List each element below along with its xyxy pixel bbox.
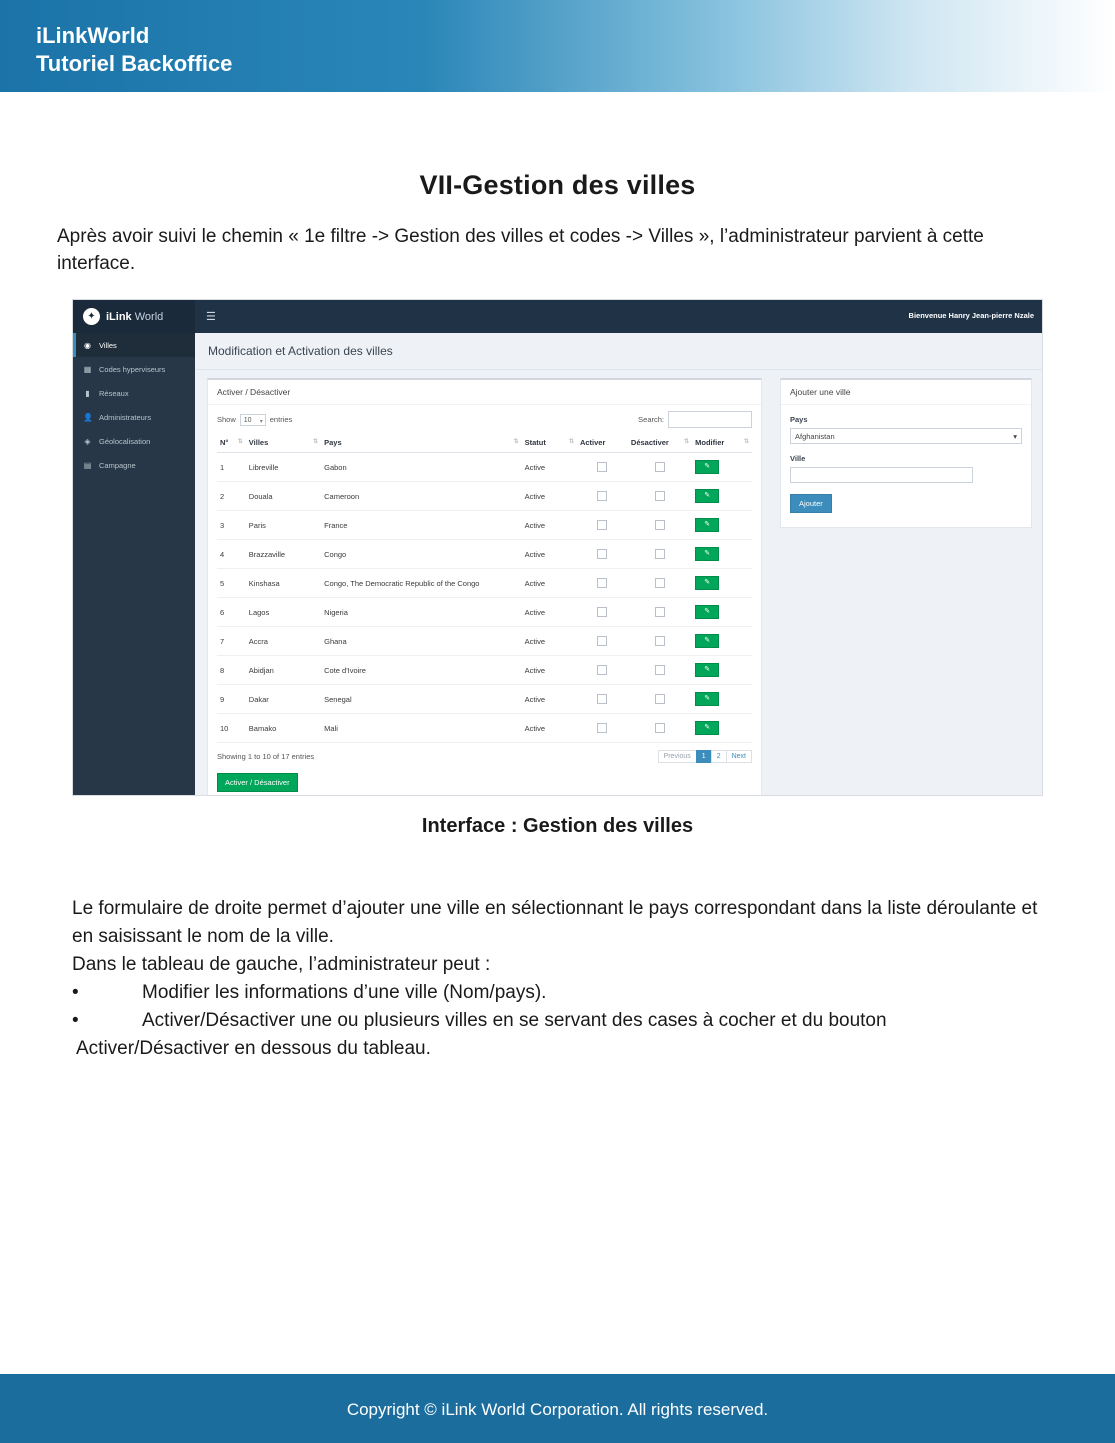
villes-panel-header: Activer / Désactiver — [208, 380, 761, 405]
cell-statut: Active — [522, 627, 577, 656]
cell-ville: Bamako — [246, 714, 321, 743]
villes-icon: ◉ — [84, 340, 91, 350]
cell-ville: Abidjan — [246, 656, 321, 685]
app-logo-label-bold: iLink — [106, 310, 132, 323]
table-row — [217, 511, 752, 540]
table-footer — [217, 750, 752, 763]
cell-pays: Gabon — [321, 453, 521, 482]
cell-desactiver — [628, 511, 692, 540]
sort-icon: ⇅ — [743, 439, 749, 445]
bullet-item-2-continuation: Activer/Désactiver en dessous du tableau. — [76, 1038, 431, 1059]
edit-icon-button[interactable]: ✎ — [695, 460, 719, 474]
column-header-activer[interactable] — [577, 433, 628, 453]
cell-num: 6 — [217, 598, 246, 627]
paragraph-2: Dans le tableau de gauche, l’administrateur peut : — [72, 954, 491, 975]
sort-icon: ⇅ — [684, 439, 690, 445]
reseaux-icon: ▮ — [85, 388, 90, 398]
app-main — [195, 333, 1043, 796]
cell-num: 7 — [217, 627, 246, 656]
activer-checkbox[interactable] — [597, 491, 607, 501]
sidebar-item-administrateurs[interactable] — [73, 405, 195, 429]
content-heading: Modification et Activation des villes — [208, 344, 393, 358]
page-footer — [0, 1377, 1115, 1443]
column-label: Statut — [524, 438, 546, 447]
cell-ville: Paris — [246, 511, 321, 540]
cell-pays: Congo, The Democratic Republic of the Congo — [321, 569, 521, 598]
sidebar-item-geolocalisation[interactable] — [73, 429, 195, 453]
cell-modifier — [692, 627, 752, 656]
page-title: VII-Gestion des villes — [419, 170, 696, 200]
cell-ville: Libreville — [246, 453, 321, 482]
cell-activer — [577, 569, 628, 598]
cell-pays: Senegal — [321, 685, 521, 714]
column-label: Villes — [248, 438, 269, 447]
cell-num: 3 — [217, 511, 246, 540]
table-row — [217, 656, 752, 685]
app-logo[interactable] — [73, 300, 195, 333]
column-label: Activer — [579, 438, 606, 447]
add-ville-panel — [780, 378, 1032, 528]
cell-desactiver — [628, 453, 692, 482]
cell-pays: Nigeria — [321, 598, 521, 627]
sidebar-item-label: Réseaux — [99, 388, 129, 398]
cell-ville: Douala — [246, 482, 321, 511]
edit-icon-button[interactable]: ✎ — [695, 547, 719, 561]
cell-desactiver — [628, 627, 692, 656]
sort-icon: ⇅ — [237, 439, 243, 445]
cell-modifier — [692, 453, 752, 482]
edit-icon-button[interactable]: ✎ — [695, 692, 719, 706]
cell-num: 9 — [217, 685, 246, 714]
chevron-down-icon: ▾ — [259, 418, 263, 425]
edit-icon-button[interactable]: ✎ — [695, 634, 719, 648]
cell-statut: Active — [522, 482, 577, 511]
column-header-villes[interactable] — [246, 433, 321, 453]
sidebar-item-villes[interactable] — [73, 333, 195, 357]
cell-statut: Active — [522, 656, 577, 685]
sidebar-item-reseaux[interactable] — [73, 381, 195, 405]
cell-modifier — [692, 511, 752, 540]
cell-modifier — [692, 656, 752, 685]
table-row — [217, 453, 752, 482]
cell-ville: Lagos — [246, 598, 321, 627]
cell-pays: Ghana — [321, 627, 521, 656]
brand — [36, 22, 232, 78]
paragraph-1: Le formulaire de droite permet d’ajouter une ville en sélectionnant le pays correspondant dans la liste déroulante et en saisissant le nom de la ville. — [72, 898, 1038, 947]
heading-divider — [195, 369, 1043, 370]
pays-select-value: Afghanistan — [795, 431, 835, 441]
brand-line-1: iLinkWorld — [36, 23, 150, 48]
cell-statut: Active — [522, 540, 577, 569]
search-input[interactable] — [668, 411, 752, 428]
map-pin-icon: ◈ — [84, 436, 91, 446]
cell-modifier — [692, 569, 752, 598]
edit-icon-button[interactable]: ✎ — [695, 605, 719, 619]
cell-desactiver — [628, 714, 692, 743]
app-logo-icon: ✦ — [83, 308, 100, 325]
table-row — [217, 627, 752, 656]
cell-pays: Cote d'Ivoire — [321, 656, 521, 685]
cell-ville: Accra — [246, 627, 321, 656]
cell-activer — [577, 453, 628, 482]
cell-pays: Mali — [321, 714, 521, 743]
cell-num: 10 — [217, 714, 246, 743]
table-header-row — [217, 433, 752, 453]
edit-icon-button[interactable]: ✎ — [695, 518, 719, 532]
chevron-down-icon: ▾ — [1013, 431, 1017, 441]
desactiver-checkbox[interactable] — [655, 520, 665, 530]
cell-statut: Active — [522, 453, 577, 482]
desactiver-checkbox[interactable] — [655, 607, 665, 617]
villes-panel — [207, 378, 762, 796]
sort-icon: ⇅ — [313, 439, 319, 445]
activer-desactiver-button[interactable]: Activer / Désactiver — [217, 773, 298, 792]
app-logo-label — [106, 311, 163, 323]
cell-activer — [577, 511, 628, 540]
cell-activer — [577, 685, 628, 714]
welcome-text: Bienvenue Hanry Jean-pierre Nzale — [908, 311, 1034, 320]
activer-checkbox[interactable] — [597, 578, 607, 588]
cell-modifier — [692, 598, 752, 627]
sidebar-item-campagne[interactable] — [73, 453, 195, 477]
column-header-desactiver[interactable] — [628, 433, 692, 453]
menu-toggle-icon[interactable]: ☰ — [206, 311, 216, 323]
app-logo-label-light: World — [131, 310, 164, 323]
cell-num: 2 — [217, 482, 246, 511]
ville-label: Ville — [790, 454, 806, 463]
pagination-previous[interactable]: Previous — [658, 750, 697, 763]
cell-ville: Kinshasa — [246, 569, 321, 598]
column-header-num[interactable] — [217, 433, 246, 453]
activer-checkbox[interactable] — [597, 723, 607, 733]
sidebar-item-label: Villes — [99, 340, 117, 350]
cell-modifier — [692, 685, 752, 714]
bullet-item-2 — [72, 1007, 1055, 1035]
bullet-marker: • — [72, 1010, 79, 1031]
activer-checkbox[interactable] — [597, 462, 607, 472]
figure-caption: Interface : Gestion des villes — [421, 815, 694, 837]
cell-desactiver — [628, 598, 692, 627]
villes-panel-body — [208, 405, 761, 796]
cell-activer — [577, 627, 628, 656]
page-header — [0, 0, 1115, 92]
column-header-pays[interactable] — [321, 433, 521, 453]
cell-desactiver — [628, 685, 692, 714]
table-controls — [217, 411, 752, 428]
desactiver-checkbox[interactable] — [655, 694, 665, 704]
villes-table-head — [217, 433, 752, 453]
sidebar-item-codes-hyperviseurs[interactable] — [73, 357, 195, 381]
sidebar-item-label: Codes hyperviseurs — [99, 364, 166, 374]
villes-table-body — [217, 453, 752, 743]
cell-num: 5 — [217, 569, 246, 598]
cell-ville: Brazzaville — [246, 540, 321, 569]
pagination-page-2[interactable]: 2 — [711, 750, 727, 763]
bullet-item-1 — [72, 979, 1055, 1007]
desactiver-checkbox[interactable] — [655, 549, 665, 559]
copyright-text: Copyright © iLink World Corporation. All rights reserved. — [346, 1400, 769, 1419]
app-sidebar — [73, 333, 195, 796]
show-entries-control — [217, 414, 292, 426]
pagination — [659, 750, 752, 763]
activer-checkbox[interactable] — [597, 607, 607, 617]
entries-select[interactable] — [240, 414, 266, 426]
sort-icon: ⇅ — [568, 439, 574, 445]
table-row — [217, 540, 752, 569]
column-label: Pays — [324, 438, 342, 447]
cell-statut: Active — [522, 714, 577, 743]
table-row — [217, 714, 752, 743]
cell-statut: Active — [522, 685, 577, 714]
entries-label: entries — [269, 415, 293, 424]
activer-checkbox[interactable] — [597, 520, 607, 530]
villes-table — [217, 433, 752, 743]
cell-pays: Congo — [321, 540, 521, 569]
brand-line-2: Tutoriel Backoffice — [36, 51, 233, 76]
cell-desactiver — [628, 569, 692, 598]
bullet-marker: • — [72, 982, 79, 1003]
desactiver-checkbox[interactable] — [655, 491, 665, 501]
sidebar-item-label: Campagne — [99, 460, 136, 470]
cell-statut: Active — [522, 598, 577, 627]
cell-num: 4 — [217, 540, 246, 569]
column-header-statut[interactable] — [522, 433, 577, 453]
entries-select-value: 10 — [243, 416, 252, 424]
desactiver-checkbox[interactable] — [655, 723, 665, 733]
sidebar-item-label: Administrateurs — [99, 412, 152, 422]
desactiver-checkbox[interactable] — [655, 665, 665, 675]
cell-desactiver — [628, 656, 692, 685]
sort-icon: ⇅ — [513, 439, 519, 445]
desactiver-checkbox[interactable] — [655, 578, 665, 588]
table-row — [217, 482, 752, 511]
cell-desactiver — [628, 482, 692, 511]
intro-paragraph: Après avoir suivi le chemin « 1e filtre -> Gestion des villes et codes -> Villes », l’administrateur parvient à cette interface. — [57, 226, 984, 274]
document-content — [0, 92, 1115, 1063]
pays-label: Pays — [790, 415, 808, 424]
desactiver-checkbox[interactable] — [655, 636, 665, 646]
codes-icon: ▦ — [83, 364, 92, 374]
column-label: Modifier — [695, 438, 725, 447]
table-row — [217, 569, 752, 598]
table-row — [217, 598, 752, 627]
edit-icon-button[interactable]: ✎ — [695, 489, 719, 503]
cell-num: 1 — [217, 453, 246, 482]
cell-activer — [577, 598, 628, 627]
cell-pays: France — [321, 511, 521, 540]
table-row — [217, 685, 752, 714]
cell-activer — [577, 482, 628, 511]
cell-statut: Active — [522, 569, 577, 598]
table-info: Showing 1 to 10 of 17 entries — [217, 752, 315, 761]
edit-icon-button[interactable]: ✎ — [695, 663, 719, 677]
activer-checkbox[interactable] — [597, 665, 607, 675]
column-label: Désactiver — [630, 438, 669, 447]
cell-activer — [577, 540, 628, 569]
edit-icon-button[interactable]: ✎ — [695, 721, 719, 735]
search-label: Search: — [638, 415, 664, 424]
show-label: Show — [217, 415, 236, 424]
cell-desactiver — [628, 540, 692, 569]
ville-input[interactable] — [790, 467, 973, 483]
activer-checkbox[interactable] — [597, 636, 607, 646]
pagination-next[interactable]: Next — [726, 750, 752, 763]
cell-modifier — [692, 714, 752, 743]
add-ville-panel-header: Ajouter une ville — [781, 380, 1031, 405]
sidebar-item-label: Géolocalisation — [99, 436, 151, 446]
ajouter-button[interactable]: Ajouter — [790, 494, 832, 513]
activer-checkbox[interactable] — [597, 694, 607, 704]
cell-activer — [577, 714, 628, 743]
search-control — [638, 411, 752, 428]
bullet-text: Modifier les informations d’une ville (Nom/pays). — [142, 982, 547, 1003]
edit-icon-button[interactable]: ✎ — [695, 576, 719, 590]
desactiver-checkbox[interactable] — [655, 462, 665, 472]
cell-activer — [577, 656, 628, 685]
app-screenshot — [72, 299, 1043, 796]
cell-modifier — [692, 482, 752, 511]
cell-ville: Dakar — [246, 685, 321, 714]
cell-modifier — [692, 540, 752, 569]
cell-pays: Cameroon — [321, 482, 521, 511]
cell-num: 8 — [217, 656, 246, 685]
campagne-icon: ▤ — [83, 460, 92, 470]
activer-checkbox[interactable] — [597, 549, 607, 559]
cell-statut: Active — [522, 511, 577, 540]
column-label: N° — [220, 438, 229, 447]
app-topbar — [73, 300, 1043, 333]
pagination-page-1[interactable]: 1 — [696, 750, 712, 763]
user-icon: 👤 — [83, 412, 93, 422]
column-header-modifier[interactable] — [692, 433, 752, 453]
pays-select[interactable] — [790, 428, 1022, 444]
bullet-text: Activer/Désactiver une ou plusieurs villes en se servant des cases à cocher et du bouton — [142, 1010, 887, 1031]
body-text — [72, 895, 1055, 1063]
